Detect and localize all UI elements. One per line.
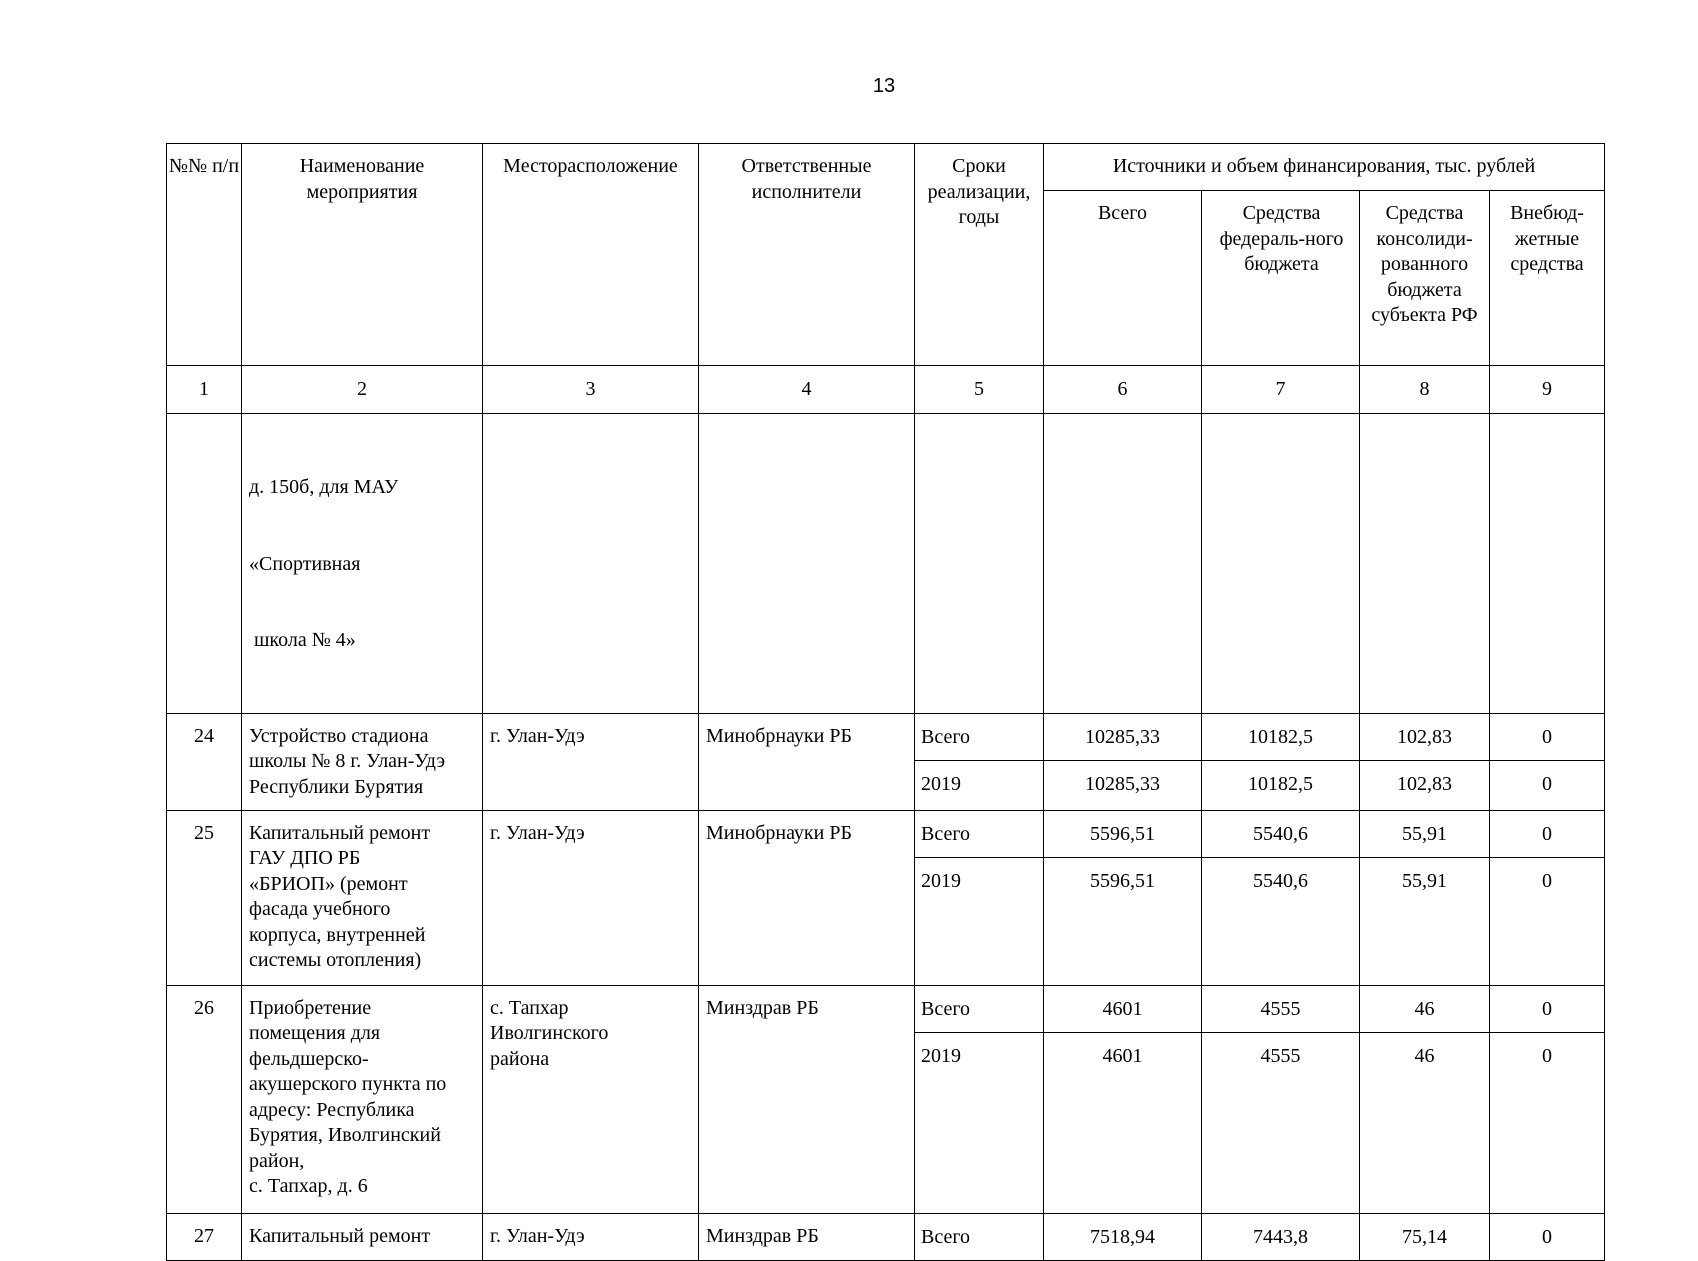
header-name: Наименование мероприятия (242, 144, 483, 366)
row-name (242, 1213, 483, 1260)
row-extra: 0 (1490, 810, 1605, 857)
row-extra: 0 (1490, 760, 1605, 810)
name-line: корпуса, внутренней (249, 923, 426, 946)
row-number: 25 (167, 810, 242, 985)
row-total: 4601 (1044, 1032, 1202, 1213)
name-line: школа № 4» (249, 629, 356, 651)
column-number: 7 (1202, 366, 1360, 414)
row-regional: 55,91 (1360, 857, 1490, 985)
name-line: с. Тапхар, д. 6 (249, 1175, 368, 1197)
row-responsible: Минобрнауки РБ (699, 713, 915, 810)
name-line: «БРИОП» (ремонт (249, 872, 408, 895)
row-number: 24 (167, 713, 242, 810)
column-number: 5 (915, 366, 1044, 414)
header-location: Месторасположение (483, 144, 699, 366)
location-line: г. Улан-Удэ (490, 724, 585, 747)
row-regional: 55,91 (1360, 810, 1490, 857)
row-responsible: Минобрнауки РБ (699, 810, 915, 985)
name-line: Устройство стадиона (249, 724, 429, 747)
row-location (483, 1213, 699, 1260)
column-number: 6 (1044, 366, 1202, 414)
name-line: помещения для (249, 1022, 381, 1044)
name-line: Капитальный ремонт (249, 1224, 431, 1247)
row-total: 5596,51 (1044, 857, 1202, 985)
location-line: г. Улан-Удэ (490, 1224, 585, 1247)
name-line: Республики Бурятия (249, 775, 424, 798)
row-term: 2019 (915, 1032, 1044, 1213)
row-federal: 5540,6 (1202, 810, 1360, 857)
column-number: 3 (483, 366, 699, 414)
continuation-name (242, 414, 483, 714)
column-number: 9 (1490, 366, 1605, 414)
row-federal: 10182,5 (1202, 760, 1360, 810)
name-line: школы № 8 г. Улан-Удэ (249, 750, 446, 772)
row-federal: 7443,8 (1202, 1213, 1360, 1260)
table-row (167, 985, 1605, 1032)
page-number: 13 (872, 75, 896, 97)
header-responsible: Ответственные исполнители (699, 144, 915, 366)
row-regional: 75,14 (1360, 1213, 1490, 1260)
row-responsible: Минздрав РБ (699, 985, 915, 1213)
row-extra: 0 (1490, 1032, 1605, 1213)
row-total: 5596,51 (1044, 810, 1202, 857)
row-term: 2019 (915, 760, 1044, 810)
location-line: г. Улан-Удэ (490, 821, 585, 844)
name-line: район, (249, 1149, 305, 1172)
row-federal: 4555 (1202, 1032, 1360, 1213)
row-federal: 5540,6 (1202, 857, 1360, 985)
row-location (483, 713, 699, 810)
location-line: района (490, 1047, 550, 1070)
row-responsible: Минздрав РБ (699, 1213, 915, 1260)
continuation-num (167, 414, 242, 714)
row-total: 4601 (1044, 985, 1202, 1032)
table-row (167, 713, 1605, 760)
column-number: 8 (1360, 366, 1490, 414)
row-extra: 0 (1490, 1213, 1605, 1260)
column-number: 1 (167, 366, 242, 414)
row-location (483, 810, 699, 985)
continuation-location (483, 414, 699, 714)
header-total: Всего (1044, 191, 1202, 366)
name-line: ГАУ ДПО РБ (249, 847, 361, 869)
name-line: акушерского пункта по (249, 1073, 447, 1095)
table-row (167, 810, 1605, 857)
name-line: фельдшерско- (249, 1047, 369, 1070)
row-number: 26 (167, 985, 242, 1213)
header-regional: Средства консолиди-рованного бюджета субъекта РФ (1360, 191, 1490, 366)
row-location (483, 985, 699, 1213)
table-header (167, 144, 1605, 366)
row-total: 7518,94 (1044, 1213, 1202, 1260)
continuation-row (167, 414, 1605, 714)
row-total: 10285,33 (1044, 713, 1202, 760)
row-federal: 4555 (1202, 985, 1360, 1032)
continuation-responsible (699, 414, 915, 714)
table-row (167, 1213, 1605, 1260)
financing-table (166, 143, 1605, 1261)
continuation-total (1044, 414, 1202, 714)
row-name (242, 985, 483, 1213)
row-term: Всего (915, 713, 1044, 760)
continuation-extra (1490, 414, 1605, 714)
row-regional: 102,83 (1360, 760, 1490, 810)
row-term: Всего (915, 810, 1044, 857)
column-number: 4 (699, 366, 915, 414)
row-federal: 10182,5 (1202, 713, 1360, 760)
row-extra: 0 (1490, 985, 1605, 1032)
name-line: Бурятия, Иволгинский (249, 1124, 441, 1146)
name-line: Приобретение (249, 996, 372, 1019)
row-number: 27 (167, 1213, 242, 1260)
name-line: д. 150б, для МАУ (249, 476, 399, 498)
location-line: с. Тапхар (490, 996, 569, 1019)
name-line: системы отопления) (249, 949, 422, 971)
header-num: №№ п/п (167, 144, 242, 366)
row-regional: 46 (1360, 1032, 1490, 1213)
location-line: Иволгинского (490, 1022, 609, 1044)
column-numbers-row (167, 366, 1605, 414)
continuation-regional (1360, 414, 1490, 714)
continuation-federal (1202, 414, 1360, 714)
row-term: Всего (915, 985, 1044, 1032)
row-regional: 102,83 (1360, 713, 1490, 760)
table-body (167, 366, 1605, 1261)
name-line: «Спортивная (249, 552, 361, 575)
name-line: фасада учебного (249, 898, 391, 920)
name-line: Капитальный ремонт (249, 821, 431, 844)
header-federal: Средства федераль-ного бюджета (1202, 191, 1360, 366)
header-terms: Сроки реализации, годы (915, 144, 1044, 366)
header-extra: Внебюд-жетные средства (1490, 191, 1605, 366)
row-extra: 0 (1490, 857, 1605, 985)
row-regional: 46 (1360, 985, 1490, 1032)
row-name (242, 713, 483, 810)
row-term: Всего (915, 1213, 1044, 1260)
continuation-terms (915, 414, 1044, 714)
row-total: 10285,33 (1044, 760, 1202, 810)
column-number: 2 (242, 366, 483, 414)
row-extra: 0 (1490, 713, 1605, 760)
header-funding: Источники и объем финансирования, тыс. рублей (1044, 144, 1605, 191)
row-term: 2019 (915, 857, 1044, 985)
row-name (242, 810, 483, 985)
name-line: адресу: Республика (249, 1098, 415, 1121)
